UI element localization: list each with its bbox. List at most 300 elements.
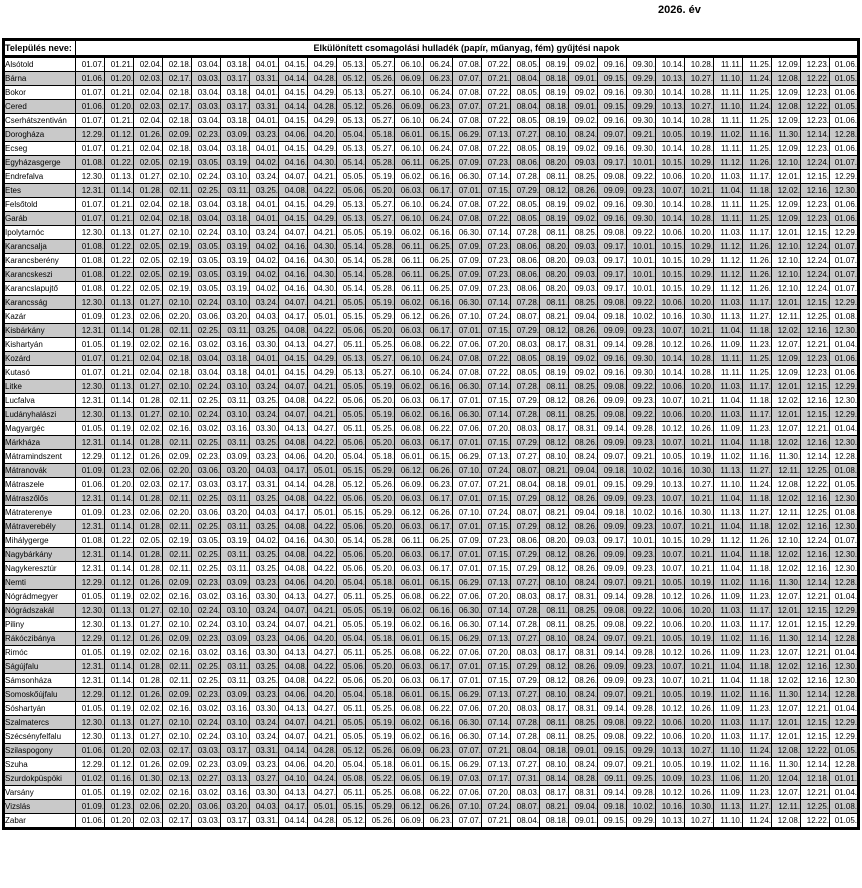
collection-date-cell: 12.07. (772, 590, 801, 604)
collection-date-cell: 05.27. (366, 366, 395, 380)
collection-date-cell: 03.25. (250, 492, 279, 506)
collection-date-cell: 06.19. (424, 772, 453, 786)
collection-date-cell: 05.19. (366, 716, 395, 730)
collection-date-cell: 06.10. (395, 212, 424, 226)
collection-date-cell: 03.20. (221, 506, 250, 520)
collection-date-cell: 01.20. (105, 744, 134, 758)
collection-date-cell: 04.03. (250, 464, 279, 478)
collection-date-cell: 09.15. (598, 744, 627, 758)
settlement-name-cell: Nemti (4, 576, 76, 590)
collection-date-cell: 06.22. (424, 338, 453, 352)
collection-date-cell: 12.14. (801, 450, 830, 464)
collection-date-cell: 06.08. (395, 338, 424, 352)
collection-date-cell: 06.16. (424, 730, 453, 744)
collection-date-cell: 01.06. (830, 366, 859, 380)
collection-date-cell: 12.01. (772, 296, 801, 310)
collection-date-cell: 02.27. (192, 772, 221, 786)
collection-date-cell: 06.16. (424, 604, 453, 618)
collection-date-cell: 11.02. (714, 576, 743, 590)
collection-date-cell: 06.01. (395, 450, 424, 464)
collection-date-cell: 07.08. (453, 366, 482, 380)
collection-date-cell: 12.16. (801, 660, 830, 674)
collection-date-cell: 03.31. (250, 100, 279, 114)
collection-date-cell: 05.11. (337, 422, 366, 436)
collection-date-cell: 02.05. (134, 282, 163, 296)
collection-date-cell: 09.11. (598, 772, 627, 786)
collection-date-cell: 09.02. (569, 57, 598, 72)
collection-date-cell: 01.07. (76, 366, 105, 380)
collection-date-cell: 08.28. (569, 772, 598, 786)
collection-date-cell: 07.07. (453, 744, 482, 758)
collection-date-cell: 11.04. (714, 520, 743, 534)
collection-date-cell: 03.30. (250, 338, 279, 352)
collection-date-cell: 03.18. (221, 366, 250, 380)
collection-date-cell: 08.20. (540, 156, 569, 170)
collection-date-cell: 03.23. (250, 128, 279, 142)
collection-date-cell: 09.23. (627, 562, 656, 576)
collection-date-cell: 08.19. (540, 86, 569, 100)
settlement-name-cell: Mátraverebély (4, 520, 76, 534)
collection-date-cell: 09.18. (598, 310, 627, 324)
collection-date-cell: 09.21. (627, 632, 656, 646)
collection-date-cell: 03.24. (250, 716, 279, 730)
collection-date-cell: 09.03. (569, 534, 598, 548)
collection-date-cell: 03.30. (250, 702, 279, 716)
collection-date-cell: 04.07. (279, 730, 308, 744)
collection-date-cell: 01.22. (105, 240, 134, 254)
collection-date-cell: 05.12. (337, 814, 366, 829)
collection-date-cell: 10.06. (656, 296, 685, 310)
collection-date-cell: 06.01. (395, 688, 424, 702)
collection-date-cell: 09.21. (627, 758, 656, 772)
collection-date-cell: 12.10. (772, 282, 801, 296)
collection-date-cell: 02.17. (163, 478, 192, 492)
settlement-name-cell: Cered (4, 100, 76, 114)
collection-date-cell: 12.30. (830, 436, 859, 450)
collection-date-cell: 11.04. (714, 324, 743, 338)
collection-date-cell: 12.22. (801, 744, 830, 758)
collection-date-cell: 08.10. (540, 128, 569, 142)
collection-date-cell: 12.22. (801, 478, 830, 492)
collection-date-cell: 01.23. (105, 464, 134, 478)
settlement-name-cell: Magyargéc (4, 422, 76, 436)
collection-date-cell: 07.13. (482, 576, 511, 590)
collection-date-cell: 11.24. (743, 814, 772, 829)
collection-date-cell: 08.06. (511, 254, 540, 268)
collection-date-cell: 08.18. (540, 814, 569, 829)
collection-date-cell: 01.13. (105, 716, 134, 730)
collection-date-cell: 09.22. (627, 730, 656, 744)
table-row (4, 688, 859, 702)
collection-date-cell: 02.11. (163, 562, 192, 576)
table-row (4, 800, 859, 814)
collection-date-cell: 10.13. (656, 744, 685, 758)
collection-date-cell: 07.29. (511, 394, 540, 408)
collection-date-cell: 02.20. (163, 310, 192, 324)
collection-date-cell: 08.10. (540, 758, 569, 772)
collection-date-cell: 11.18. (743, 674, 772, 688)
collection-date-cell: 09.02. (569, 86, 598, 100)
collection-date-cell: 08.12. (540, 324, 569, 338)
collection-date-cell: 04.15. (279, 212, 308, 226)
collection-date-cell: 08.21. (540, 310, 569, 324)
collection-date-cell: 04.15. (279, 86, 308, 100)
collection-date-cell: 02.16. (163, 646, 192, 660)
collection-date-cell: 09.08. (598, 226, 627, 240)
collection-date-cell: 08.11. (540, 604, 569, 618)
collection-date-cell: 08.11. (540, 408, 569, 422)
collection-date-cell: 05.25. (366, 422, 395, 436)
collection-date-cell: 02.23. (192, 632, 221, 646)
collection-date-cell: 03.04. (192, 198, 221, 212)
collection-date-cell: 04.08. (279, 394, 308, 408)
collection-date-cell: 07.01. (453, 548, 482, 562)
collection-date-cell: 12.29. (830, 170, 859, 184)
collection-date-cell: 08.12. (540, 492, 569, 506)
collection-date-cell: 09.08. (598, 730, 627, 744)
collection-date-cell: 11.17. (743, 730, 772, 744)
collection-date-cell: 03.24. (250, 618, 279, 632)
collection-date-cell: 08.25. (569, 170, 598, 184)
collection-date-cell: 06.10. (395, 366, 424, 380)
table-row (4, 114, 859, 128)
collection-date-cell: 02.03. (134, 478, 163, 492)
collection-date-cell: 08.10. (540, 576, 569, 590)
collection-date-cell: 02.25. (192, 562, 221, 576)
collection-date-cell: 01.14. (105, 436, 134, 450)
collection-date-cell: 04.14. (279, 478, 308, 492)
collection-date-cell: 03.06. (192, 800, 221, 814)
collection-date-cell: 01.22. (105, 254, 134, 268)
collection-date-cell: 03.10. (221, 618, 250, 632)
collection-date-cell: 04.29. (308, 114, 337, 128)
collection-date-cell: 07.08. (453, 352, 482, 366)
collection-date-cell: 08.07. (511, 464, 540, 478)
table-row (4, 548, 859, 562)
collection-date-cell: 07.20. (482, 646, 511, 660)
table-row (4, 366, 859, 380)
table-row (4, 422, 859, 436)
collection-date-cell: 12.21. (801, 646, 830, 660)
collection-date-cell: 08.03. (511, 786, 540, 800)
collection-date-cell: 08.19. (540, 198, 569, 212)
collection-date-cell: 10.02. (627, 464, 656, 478)
collection-date-cell: 08.20. (540, 268, 569, 282)
collection-date-cell: 03.11. (221, 394, 250, 408)
collection-date-cell: 11.12. (714, 156, 743, 170)
collection-date-cell: 12.31. (76, 548, 105, 562)
collection-date-cell: 03.25. (250, 436, 279, 450)
collection-date-cell: 12.21. (801, 338, 830, 352)
collection-date-cell: 10.07. (656, 562, 685, 576)
collection-date-cell: 01.12. (105, 758, 134, 772)
collection-date-cell: 03.04. (192, 86, 221, 100)
collection-date-cell: 06.30. (453, 604, 482, 618)
settlement-name-cell: Sámsonháza (4, 674, 76, 688)
collection-date-cell: 09.17. (598, 156, 627, 170)
collection-date-cell: 08.17. (540, 590, 569, 604)
collection-date-cell: 12.30. (830, 184, 859, 198)
settlement-name-cell: Varsány (4, 786, 76, 800)
collection-date-cell: 10.15. (656, 240, 685, 254)
collection-date-cell: 09.17. (598, 268, 627, 282)
collection-date-cell: 08.12. (540, 562, 569, 576)
collection-date-cell: 10.15. (656, 156, 685, 170)
collection-date-cell: 11.12. (714, 254, 743, 268)
collection-date-cell: 01.21. (105, 86, 134, 100)
collection-date-cell: 01.07. (76, 352, 105, 366)
collection-date-cell: 11.09. (714, 422, 743, 436)
collection-date-cell: 04.13. (279, 646, 308, 660)
collection-date-cell: 10.27. (685, 814, 714, 829)
collection-date-cell: 06.29. (453, 450, 482, 464)
collection-date-cell: 12.01. (772, 730, 801, 744)
collection-date-cell: 11.02. (714, 128, 743, 142)
collection-date-cell: 12.22. (801, 72, 830, 86)
collection-date-cell: 11.04. (714, 184, 743, 198)
collection-date-cell: 10.21. (685, 184, 714, 198)
collection-date-cell: 04.15. (279, 198, 308, 212)
collection-date-cell: 01.06. (76, 100, 105, 114)
collection-date-cell: 02.10. (163, 226, 192, 240)
collection-date-cell: 10.16. (656, 464, 685, 478)
collection-date-cell: 06.30. (453, 618, 482, 632)
collection-date-cell: 02.02. (134, 702, 163, 716)
collection-date-cell: 08.24. (569, 576, 598, 590)
collection-date-cell: 09.01. (569, 744, 598, 758)
collection-date-cell: 12.24. (801, 282, 830, 296)
collection-date-cell: 07.27. (511, 758, 540, 772)
collection-date-cell: 08.10. (540, 632, 569, 646)
collection-date-cell: 10.07. (656, 184, 685, 198)
collection-date-cell: 07.08. (453, 114, 482, 128)
settlement-name-header: Település neve: (4, 40, 76, 57)
collection-date-cell: 07.01. (453, 324, 482, 338)
collection-date-cell: 01.27. (134, 380, 163, 394)
collection-date-cell: 03.04. (192, 212, 221, 226)
collection-date-cell: 10.28. (685, 86, 714, 100)
settlement-name-cell: Nógrádmegyer (4, 590, 76, 604)
collection-date-cell: 11.17. (743, 618, 772, 632)
collection-date-cell: 09.22. (627, 170, 656, 184)
collection-date-cell: 06.24. (424, 86, 453, 100)
collection-date-cell: 10.30. (685, 506, 714, 520)
collection-date-cell: 03.05. (192, 268, 221, 282)
collection-date-cell: 06.10. (395, 352, 424, 366)
collection-date-cell: 10.26. (685, 590, 714, 604)
collection-date-cell: 08.25. (569, 380, 598, 394)
collection-date-cell: 02.19. (163, 534, 192, 548)
collection-date-cell: 09.17. (598, 240, 627, 254)
collection-date-cell: 06.26. (424, 464, 453, 478)
collection-date-cell: 07.28. (511, 618, 540, 632)
collection-date-cell: 04.21. (308, 170, 337, 184)
collection-date-cell: 11.12. (714, 240, 743, 254)
collection-date-cell: 05.08. (337, 772, 366, 786)
collection-date-cell: 04.21. (308, 618, 337, 632)
collection-date-cell: 07.14. (482, 408, 511, 422)
collection-date-cell: 01.23. (105, 800, 134, 814)
collection-date-cell: 09.21. (627, 576, 656, 590)
collection-date-cell: 01.05. (830, 814, 859, 829)
table-row (4, 394, 859, 408)
collection-date-cell: 11.30. (772, 688, 801, 702)
collection-date-cell: 01.23. (105, 310, 134, 324)
collection-date-cell: 12.07. (772, 646, 801, 660)
collection-date-cell: 07.08. (453, 198, 482, 212)
settlement-name-cell: Szalmatercs (4, 716, 76, 730)
collection-date-cell: 01.05. (76, 702, 105, 716)
collection-date-cell: 02.25. (192, 674, 221, 688)
collection-date-cell: 07.24. (482, 464, 511, 478)
collection-date-cell: 12.29. (76, 450, 105, 464)
collection-date-cell: 01.30. (134, 772, 163, 786)
collection-date-cell: 10.27. (685, 72, 714, 86)
collection-date-cell: 11.03. (714, 604, 743, 618)
collection-date-cell: 08.26. (569, 548, 598, 562)
collection-date-cell: 03.04. (192, 57, 221, 72)
collection-date-cell: 01.27. (134, 618, 163, 632)
collection-date-cell: 07.20. (482, 338, 511, 352)
collection-date-cell: 06.17. (424, 660, 453, 674)
collection-date-cell: 01.28. (134, 436, 163, 450)
collection-date-cell: 12.23. (801, 212, 830, 226)
collection-date-cell: 09.14. (598, 646, 627, 660)
collection-date-cell: 08.25. (569, 604, 598, 618)
collection-date-cell: 06.11. (395, 268, 424, 282)
collection-date-cell: 09.02. (569, 114, 598, 128)
settlement-name-cell: Rákóczibánya (4, 632, 76, 646)
collection-date-cell: 09.16. (598, 114, 627, 128)
table-row (4, 142, 859, 156)
collection-date-cell: 02.10. (163, 604, 192, 618)
collection-date-cell: 04.29. (308, 142, 337, 156)
table-row (4, 338, 859, 352)
collection-date-cell: 09.23. (627, 492, 656, 506)
collection-date-cell: 09.30. (627, 366, 656, 380)
collection-date-cell: 05.13. (337, 212, 366, 226)
collection-date-cell: 06.24. (424, 142, 453, 156)
table-row (4, 254, 859, 268)
collection-date-cell: 08.14. (540, 772, 569, 786)
collection-date-cell: 08.05. (511, 86, 540, 100)
collection-date-cell: 01.08. (76, 268, 105, 282)
table-row (4, 100, 859, 114)
collection-date-cell: 02.19. (163, 282, 192, 296)
collection-date-cell: 06.11. (395, 534, 424, 548)
collection-date-cell: 12.23. (801, 114, 830, 128)
table-row (4, 72, 859, 86)
collection-date-cell: 12.04. (772, 772, 801, 786)
collection-date-cell: 04.16. (279, 534, 308, 548)
collection-date-cell: 05.12. (337, 478, 366, 492)
collection-date-cell: 12.15. (801, 170, 830, 184)
collection-date-cell: 02.10. (163, 716, 192, 730)
collection-date-cell: 12.09. (772, 366, 801, 380)
collection-date-cell: 04.14. (279, 814, 308, 829)
collection-date-cell: 08.26. (569, 492, 598, 506)
collection-date-cell: 10.14. (656, 366, 685, 380)
collection-date-cell: 07.01. (453, 674, 482, 688)
collection-date-cell: 07.14. (482, 730, 511, 744)
collection-date-cell: 04.15. (279, 114, 308, 128)
collection-date-cell: 03.20. (221, 464, 250, 478)
collection-date-cell: 07.28. (511, 226, 540, 240)
collection-date-cell: 11.02. (714, 758, 743, 772)
collection-date-cell: 10.29. (685, 240, 714, 254)
collection-date-cell: 10.05. (656, 632, 685, 646)
collection-date-cell: 05.05. (337, 226, 366, 240)
collection-date-cell: 07.24. (482, 310, 511, 324)
collection-date-cell: 05.19. (366, 296, 395, 310)
collection-date-cell: 11.17. (743, 408, 772, 422)
collection-date-cell: 02.09. (163, 576, 192, 590)
collection-date-cell: 11.16. (743, 450, 772, 464)
collection-date-cell: 01.07. (830, 240, 859, 254)
collection-date-cell: 07.29. (511, 660, 540, 674)
collection-date-cell: 10.20. (685, 380, 714, 394)
collection-date-cell: 08.20. (540, 254, 569, 268)
collection-date-cell: 06.15. (424, 450, 453, 464)
collection-date-cell: 09.30. (627, 114, 656, 128)
table-row (4, 534, 859, 548)
collection-date-cell: 09.14. (598, 702, 627, 716)
collection-date-cell: 06.15. (424, 758, 453, 772)
collection-date-cell: 01.20. (105, 478, 134, 492)
collection-date-cell: 10.14. (656, 57, 685, 72)
collection-date-cell: 07.15. (482, 492, 511, 506)
collection-date-cell: 08.19. (540, 212, 569, 226)
collection-date-cell: 02.04. (134, 212, 163, 226)
collection-date-cell: 03.16. (221, 590, 250, 604)
collection-date-cell: 09.22. (627, 408, 656, 422)
collection-date-cell: 08.26. (569, 436, 598, 450)
collection-date-cell: 10.28. (685, 366, 714, 380)
collection-date-cell: 12.21. (801, 590, 830, 604)
collection-date-cell: 07.29. (511, 520, 540, 534)
collection-date-cell: 01.07. (830, 156, 859, 170)
collection-date-cell: 03.03. (192, 744, 221, 758)
collection-date-cell: 10.30. (685, 310, 714, 324)
collection-date-cell: 12.11. (772, 464, 801, 478)
collection-date-cell: 03.10. (221, 716, 250, 730)
collection-date-cell: 08.11. (540, 226, 569, 240)
collection-date-cell: 09.09. (598, 674, 627, 688)
collection-date-cell: 11.17. (743, 226, 772, 240)
collection-date-cell: 07.28. (511, 716, 540, 730)
collection-date-cell: 05.11. (337, 786, 366, 800)
collection-date-cell: 04.01. (250, 366, 279, 380)
collection-date-cell: 02.23. (192, 688, 221, 702)
collection-date-cell: 05.05. (337, 730, 366, 744)
collection-date-cell: 09.23. (627, 520, 656, 534)
collection-date-cell: 07.08. (453, 57, 482, 72)
collection-date-cell: 05.18. (366, 688, 395, 702)
collection-date-cell: 05.20. (366, 436, 395, 450)
collection-date-cell: 04.21. (308, 226, 337, 240)
collection-date-cell: 02.20. (163, 506, 192, 520)
collection-date-cell: 04.13. (279, 786, 308, 800)
collection-date-cell: 09.01. (569, 478, 598, 492)
collection-date-cell: 04.13. (279, 590, 308, 604)
collection-date-cell: 11.16. (743, 632, 772, 646)
collection-date-cell: 07.15. (482, 394, 511, 408)
collection-date-cell: 02.17. (163, 72, 192, 86)
collection-date-cell: 11.25. (743, 198, 772, 212)
collection-date-cell: 05.18. (366, 576, 395, 590)
collection-date-cell: 09.30. (627, 198, 656, 212)
collection-date-cell: 06.25. (424, 254, 453, 268)
